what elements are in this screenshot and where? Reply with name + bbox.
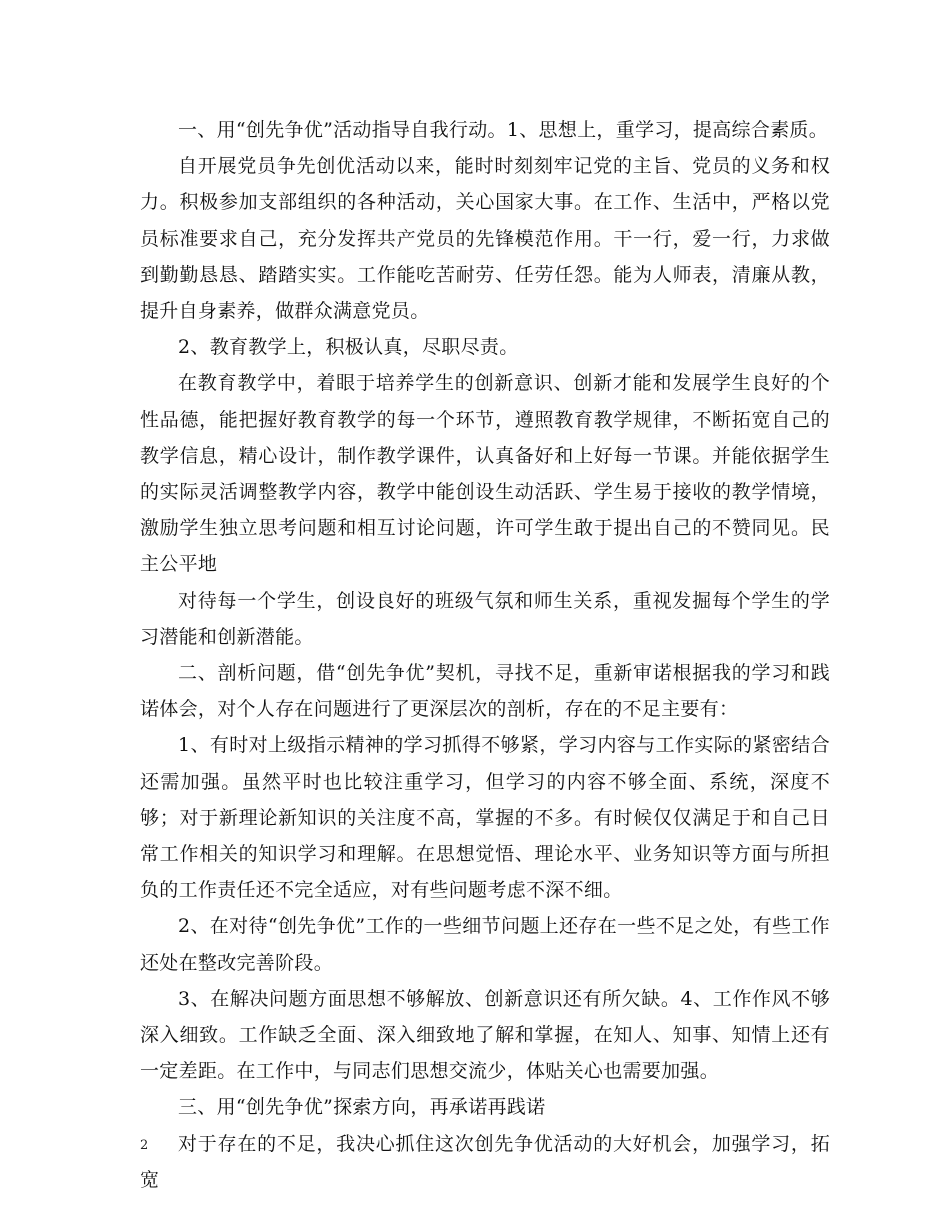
page-number: 2: [140, 1138, 149, 1153]
paragraph-7: 1、有时对上级指示精神的学习抓得不够紧，学习内容与工作实际的紧密结合还需加强。虽然平时也比较注重学习，但学习的内容不够全面、系统，深度不够；对于新理论新知识的关注度不高，掌握的不多。有时候仅仅满足于和自己日常工作相关的知识学习和理解。在思想觉悟、理论水平、业务知识等方面与所担负的工作责任还不完全适应，对有些问题考虑不深不细。: [140, 734, 830, 902]
paragraph-11: 对于存在的不足，我决心抓住这次创先争优活动的大好机会，加强学习，拓宽: [140, 1132, 830, 1191]
paragraph-8: 2、在对待“创先争优”工作的一些细节问题上还存在一些不足之处，有些工作还处在整改完善阶段。: [140, 915, 830, 974]
paragraph-5: 对待每一个学生，创设良好的班级气氛和师生关系，重视发掘每个学生的学习潜能和创新潜能。: [140, 589, 830, 648]
paragraph-3: 2、教育教学上，积极认真，尽职尽责。: [178, 336, 519, 359]
paragraph-2: 自开展党员争先创优活动以来，能时时刻刻牢记党的主旨、党员的义务和权力。积极参加支部组织的各种活动，关心国家大事。在工作、生活中，严格以党员标准要求自己，充分发挥共产党员的先锋模范作用。干一行，爱一行，力求做到勤勤恳恳、踏踏实实。工作能吃苦耐劳、任劳任怨。能为人师表，清廉从教，提升自身素养，做群众满意党员。: [140, 155, 830, 323]
paragraph-4: 在教育教学中，着眼于培养学生的创新意识、创新才能和发展学生良好的个性品德，能把握好教育教学的每一个环节，遵照教育教学规律，不断拓宽自己的教学信息，精心设计，制作教学课件，认真备好和上好每一节课。并能依据学生的实际灵活调整教学内容，教学中能创设生动活跃、学生易于接收的教学情境，激励学生独立思考问题和相互讨论问题，许可学生敢于提出自己的不赞同见。民主公平地: [140, 372, 830, 576]
paragraph-10: 三、用“创先争优”探索方向，再承诺再践诺: [178, 1096, 546, 1119]
paragraph-6: 二、剖析问题，借“创先争优”契机，寻找不足，重新审诺根据我的学习和践诺体会，对个人存在问题进行了更深层次的剖析，存在的不足主要有：: [140, 662, 830, 721]
paragraph-9: 3、在解决问题方面思想不够解放、创新意识还有所欠缺。4、工作作风不够深入细致。工作缺乏全面、深入细致地了解和掌握，在知人、知事、知情上还有一定差距。在工作中，与同志们思想交流少，体贴关心也需要加强。: [140, 987, 830, 1083]
document-body: [140, 112, 830, 1198]
paragraph-1: 一、用“创先争优”活动指导自我行动。1、思想上，重学习，提高综合素质。: [178, 119, 829, 141]
